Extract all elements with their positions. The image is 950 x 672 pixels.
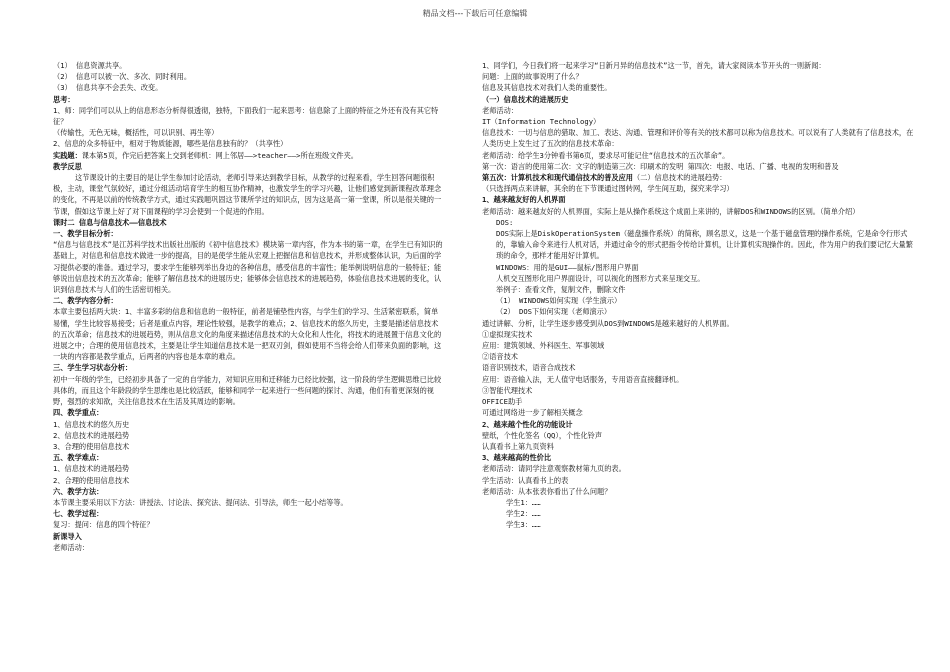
right-paragraph: 学生3：……	[506, 520, 541, 530]
left-paragraph: （1） 信息资源共享。	[53, 61, 127, 70]
left-paragraph: “信息与信息技术”是江苏科学技术出版社出版的《初中信息技术》模块第一章内容，作为本书的第一章，在学生已有知识的基础上，对信息和信息技术做进一步的提高，目的是使学生能从宏观上把握信息和信息技术，并形成整体认识，为后面的学习提供必要的准备。通过学习，要求学生能够列举出身边的各种信息，感受信息的丰富性；能举例说明信息的一般特征；能够说出信息技术的五次革命；能够了解信息技术的进展历史；能够体会信息技术的进展趋势，体验信息技术进展的变化，认识到信息技术与人们的生活密切相关。	[53, 240, 443, 295]
right-paragraph: OFFICE助手	[482, 397, 523, 407]
left-paragraph: 2、合理的使用信息技术	[53, 475, 130, 485]
left-paragraph: 复习：提问：信息的四个特征？	[53, 520, 154, 530]
right-paragraph: （1） WINDOWS如何实现（学生演示）	[496, 296, 622, 306]
left-paragraph: 五、教学难点：	[53, 453, 104, 463]
right-paragraph: 1、越来越友好的人机界面	[482, 195, 566, 205]
right-paragraph: 第五次：计算机技术和现代通信技术的普及应用（二）信息技术的进展趋势：	[482, 173, 727, 183]
right-paragraph: 3、越来越高的性价比	[482, 453, 552, 463]
left-paragraph: 2、信息技术的进展趋势	[53, 430, 130, 440]
left-paragraph: 二、教学内容分析：	[53, 296, 118, 306]
right-paragraph: 应用：建筑领域、外科医生、军事领域	[482, 341, 605, 351]
left-paragraph: （3） 信息共享不会丢失、改变。	[53, 83, 163, 93]
left-paragraph: 新课导入	[53, 531, 82, 541]
right-paragraph: 老师活动：从本张表你看出了什么问题？	[482, 486, 612, 496]
left-paragraph: 实践题：课本第5页，作完后把答案上交到老师机：网上邻居——>teacher——>所在班级文件夹。	[53, 150, 358, 160]
right-paragraph: DOS实际上是DiskOperationSystem（磁盘操作系统）的简称，顾名思义，这是一个基于磁盘管理的操作系统，它是命令行形式的，靠输入命令来进行人机对话，并通过命令的形式把指令传给计算机，让计算机实现操作的。因此，作为用户的我们要记忆大量繁琐的命令，那样才能用好计算机。	[496, 229, 913, 261]
left-paragraph: 本节课主要采用以下方法：讲授法、讨论法、探究法、提问法、引导法，师生一起小结等等。	[53, 497, 348, 507]
right-paragraph: 语音识别技术，语音合成技术	[482, 363, 576, 373]
right-column	[482, 60, 914, 531]
left-paragraph: 三、学生学习状态分析：	[53, 363, 133, 373]
right-paragraph: 老师活动：给学生3分钟看书第6页，要求尽可能记住“信息技术的五次革命”。	[482, 150, 730, 160]
right-paragraph: 问题：上面的故事说明了什么？	[482, 72, 583, 82]
left-paragraph: 本章主要包括两大块：1、丰富多彩的信息和信息的一般特征，前者是铺垫性内容，与学生们的学习、生活紧密联系，简单易懂，学生比较容易接受；后者是重点内容，理论性较强，是教学的难点；2、信息技术的悠久历史，主要是描述信息技术的五次革命；信息技术的进展趋势，则从信息文化的角度来描述信息技术的大众化和人性化，将技术的进展置于信息文化的进展之中；合理的使用信息技术，主要是让学生知道信息技术是一把双刃剑，假如使用不当将会给人们带来负面的影响，这一块的内容都是教学重点，后两者的内容也是本章的难点。	[53, 307, 442, 362]
right-paragraph: 学生2：……	[506, 509, 541, 519]
left-paragraph: （传输性，无色无味，概括性，可以识别、再生等）	[53, 128, 219, 138]
left-paragraph: 七、教学过程：	[53, 509, 104, 519]
left-paragraph: 四、教学重点：	[53, 408, 104, 418]
left-paragraph: 1、信息技术的进展趋势	[53, 464, 130, 474]
left-paragraph: 老师活动：	[53, 542, 89, 552]
right-paragraph: 可通过网络进一步了解相关概念	[482, 408, 583, 418]
left-paragraph: 思考：	[53, 94, 75, 104]
left-paragraph: 课时二 信息与信息技术——信息技术	[53, 217, 167, 227]
right-paragraph: 举例子：查看文件，复制文件，删除文件	[496, 285, 626, 295]
right-paragraph: 学生活动：认真看书上的表	[482, 475, 569, 485]
left-paragraph: 3、合理的使用信息技术	[53, 441, 130, 451]
right-paragraph: 学生1：……	[506, 497, 541, 507]
right-paragraph: 人机交互图形化用户界面设计，可以视化的图形方式来呈现交互。	[496, 273, 705, 283]
left-paragraph: 这节课设计的主要目的是让学生参加讨论活动，老师引导来达到教学目标，从教学的过程来看，学生回答问题很积极，主动，课堂气氛较好，通过分组活动培育学生的相互协作精神，也激发学生的学习兴趣，让他们感觉到新课程改革理念的变化，不再是以前的传统教学方式，通过实践题巩固这节课所学过的知识点，因为这是高一第一堂课，所以是很关键的一节课，假如这节课上好了对下面课程的学习会使到一个促进的作用。	[53, 173, 442, 216]
right-paragraph: 信息及其信息技术对我们人类的重要性。	[482, 83, 612, 93]
left-paragraph: 2、信息的众多特征中，相对于物质能源，哪些是信息独有的？（共享性）	[53, 139, 288, 149]
right-paragraph: 第一次：语言的使用第二次：文字的制造第三次：印刷术的发明 第四次：电报、电话、广播、电视的发明和普及	[482, 161, 839, 171]
right-paragraph: 老师活动：越来越友好的人机界面，实际上是从操作系统这个成面上来讲的，讲解DOS和WINDOWS的区别。（简单介绍）	[482, 206, 860, 216]
right-paragraph: IT（Information Technology）	[482, 117, 601, 127]
right-paragraph: 老师活动：请同学注意观察教材第九页的表。	[482, 464, 626, 474]
left-paragraph: （2） 信息可以被一次、多次、同时利用。	[53, 72, 192, 82]
left-paragraph: 初中一年级的学生，已经初步具备了一定的自学能力，对知识应用和迁移能力已经比较强，这一阶段的学生逻辑思维已比较具体的，而且这个年龄段的学生思维也是比较活跃，能够和同学一起来进行一些问题的探讨、沟通，他们有着更深刻的视野，强烈的求知欲，关注信息技术在生活及其周边的影响。	[53, 374, 442, 407]
right-paragraph: 1、同学们，今日我们将一起来学习“日新月异的信息技术”这一节，首先，请大家阅读本节开头的一则新闻：	[482, 61, 826, 70]
right-paragraph: （只选择两点来讲解，其余的在下节课通过图转网，学生间互助，探究来学习）	[482, 184, 734, 194]
right-paragraph: 壁纸，个性化签名（QQ），个性化铃声	[482, 430, 603, 440]
left-column	[53, 60, 445, 553]
right-paragraph: 老师活动：	[482, 105, 518, 115]
page-header: 精品文档---下载后可任意编辑	[422, 9, 528, 18]
right-paragraph: （2） DOS下如何实现（老师演示）	[496, 307, 612, 317]
right-paragraph: （一）信息技术的进展历史	[482, 94, 569, 104]
left-paragraph: 教学反思	[53, 161, 82, 171]
right-paragraph: 信息技术：一切与信息的猎取、加工、表达、沟通、管理和评价等有关的技术都可以称为信息技术。可以说有了人类就有了信息技术，在人类历史上发生过了五次的信息技术革命：	[482, 128, 914, 149]
right-paragraph: DOS:	[496, 217, 514, 227]
right-paragraph: WINDOWS：用的是GUI——鼠标/图形用户界面	[496, 262, 639, 272]
right-paragraph: 通过讲解、分析，让学生逐步感受到从DOS到WINDOWS是越来越好的人机界面。	[482, 318, 734, 328]
right-paragraph: 2、越来越个性化的功能设计	[482, 419, 573, 429]
right-paragraph: ③智能代理技术	[482, 385, 533, 395]
left-paragraph: 1、师：同学们可以从上的信息形态分析得很透彻，独特，下面我们一起来思考：信息除了上面的特征之外还有没有其它特征？	[53, 105, 439, 127]
right-paragraph: 认真看书上第九页资料	[482, 441, 554, 451]
left-paragraph: 六、教学方法：	[53, 486, 104, 496]
right-paragraph: ②语音技术	[482, 352, 518, 362]
right-paragraph: ①虚拟现实技术	[482, 329, 533, 339]
left-paragraph: 1、信息技术的悠久历史	[53, 419, 130, 429]
right-paragraph: 应用：语音输入法，无人值守电话服务，专用语音直接翻译机。	[482, 374, 684, 384]
left-paragraph: 一、教学目标分析：	[53, 229, 118, 239]
